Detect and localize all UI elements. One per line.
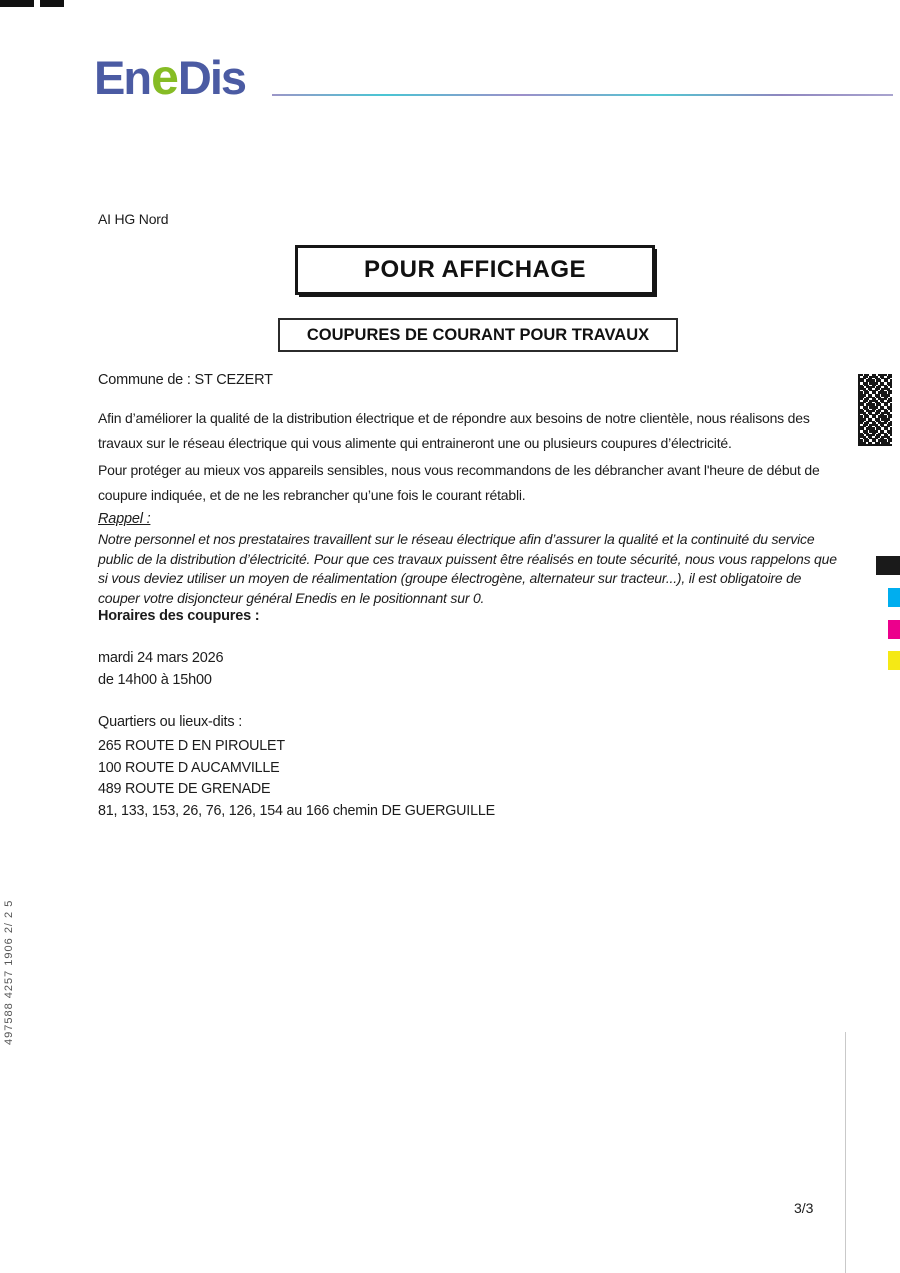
outage-banner-title: COUPURES DE COURANT POUR TRAVAUX: [306, 325, 650, 344]
address-item: 265 ROUTE D EN PIROULET: [98, 738, 285, 754]
address-item: 81, 133, 153, 26, 76, 126, 154 au 166 chemin DE GUERGUILLE: [98, 803, 495, 820]
outage-time: de 14h00 à 15h00: [98, 672, 212, 688]
enedis-logo-text: Dis: [177, 51, 246, 104]
header-divider-line: [272, 94, 893, 96]
calibration-swatch-magenta: [888, 620, 900, 639]
address-list: [98, 736, 838, 823]
outage-banner: [278, 318, 678, 352]
display-banner-title: POUR AFFICHAGE: [363, 256, 587, 283]
address-item: 489 ROUTE DE GRENADE: [98, 781, 271, 798]
commune-line: Commune de : ST CEZERT: [98, 372, 273, 388]
advice-paragraph: Pour protéger au mieux vos appareils sensibles, nous vous recommandons de les débrancher avant l'heure de début de coupure indiquée, et de ne les rebrancher qu’une fois le courant rétabli.: [98, 462, 820, 503]
page-number: 3/3: [794, 1200, 814, 1216]
enedis-logo: [94, 49, 246, 105]
scan-artifact-edge-line: [845, 1032, 846, 1273]
region-label: AI HG Nord: [98, 211, 169, 227]
rappel-paragraph: Notre personnel et nos prestataires travaillent sur le réseau électrique afin d’assurer la qualité et la continuité du service public de la distribution d’électricité. Pour que ces travaux puissent être réalisés en toute sécurité, nous vous rappelons que si vous deviez utiliser un moyen de réalimentation (groupe électrogène, alternateur sur tracteur...), il est obligatoire de couper votre disjoncteur général Enedis en le positionnant sur 0.: [98, 531, 837, 606]
calibration-swatch-black: [876, 556, 900, 575]
outage-date: mardi 24 mars 2026: [98, 650, 224, 666]
calibration-swatch-yellow: [888, 651, 900, 670]
datamatrix-barcode-icon: [858, 374, 892, 446]
intro-paragraph: Afin d’améliorer la qualité de la distribution électrique et de répondre aux besoins de notre clientèle, nous réalisons des travaux sur le réseau électrique qui vous alimente qui entraineront une ou plusieurs coupures d’électricité.: [98, 410, 810, 451]
rappel-label: Rappel :: [98, 511, 151, 527]
enedis-logo-swirl: e: [151, 49, 177, 105]
scan-artifact-corner: [0, 0, 64, 7]
enedis-logo-text: En: [94, 51, 151, 104]
display-banner: [295, 245, 655, 295]
calibration-swatch-cyan: [888, 588, 900, 607]
address-item: 100 ROUTE D AUCAMVILLE: [98, 759, 280, 776]
districts-heading: Quartiers ou lieux-dits :: [98, 714, 243, 730]
print-reference-code: 497588 4257 1906 2/ 2 5: [3, 899, 15, 1045]
schedule-heading: Horaires des coupures :: [98, 608, 260, 624]
